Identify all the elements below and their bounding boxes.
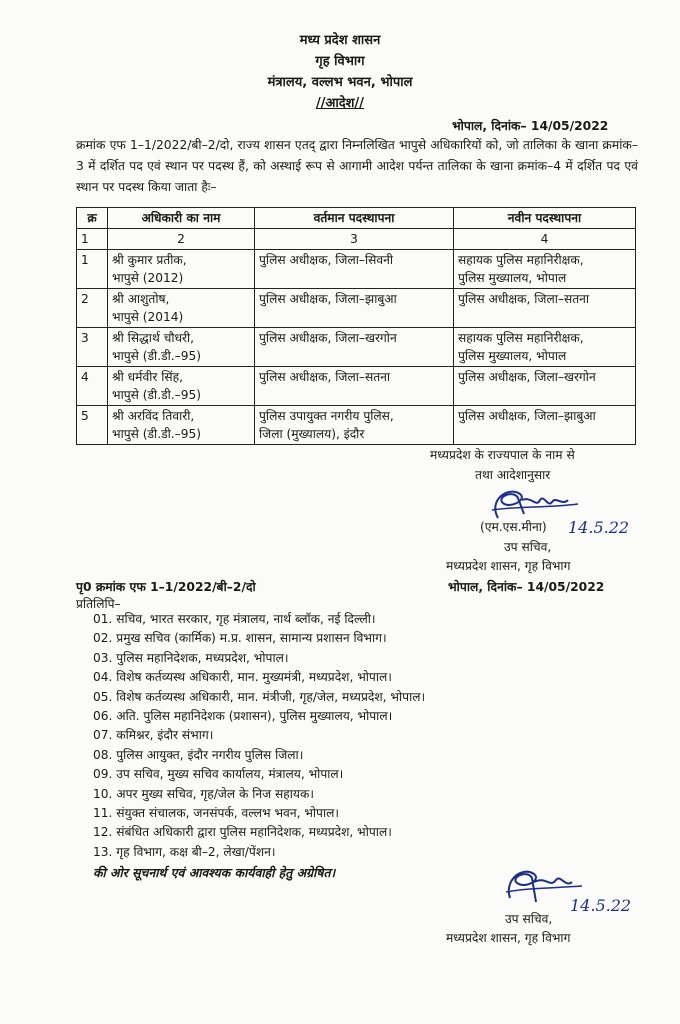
header-department: गृह विभाग bbox=[315, 54, 365, 69]
signatory-name: (एम.एस.मीना) bbox=[480, 520, 547, 534]
row-sn: 4 bbox=[77, 367, 108, 406]
endorsement-place-date: भोपाल, दिनांक– 14/05/2022 bbox=[448, 580, 605, 594]
row-new-posting bbox=[454, 406, 636, 445]
name-line: श्री अरविंद तिवारी, bbox=[112, 409, 195, 423]
list-item: 11. संयुक्त संचालक, जनसंपर्क, वल्लभ भवन, भोपाल। bbox=[93, 805, 340, 820]
row-sn: 3 bbox=[77, 328, 108, 367]
signatory-2-designation-2: मध्यप्रदेश शासन, गृह विभाग bbox=[446, 931, 571, 945]
current-line: पुलिस अधीक्षक, जिला–खरगोन bbox=[259, 331, 397, 345]
current-line: जिला (मुख्यालय), इंदौर bbox=[259, 427, 365, 441]
header-current-posting: वर्तमान पदस्थापना bbox=[255, 208, 454, 229]
service-line: भापुसे (डी.डी.–95) bbox=[112, 427, 201, 441]
col-number: 3 bbox=[255, 229, 454, 250]
list-item: 12. संबंधित अधिकारी द्वारा पुलिस महानिदेशक, मध्यप्रदेश, भोपाल। bbox=[93, 825, 392, 840]
current-line: पुलिस अधीक्षक, जिला–झाबुआ bbox=[259, 292, 397, 306]
row-current-posting bbox=[255, 328, 454, 367]
signatory-2-designation-1: उप सचिव, bbox=[505, 912, 553, 926]
endorsement-ref: पृ0 क्रमांक एफ 1–1/2022/बी–2/दो bbox=[76, 580, 256, 594]
list-item: 04. विशेष कर्तव्यस्थ अधिकारी, मान. मुख्यमंत्री, मध्यप्रदेश, भोपाल। bbox=[93, 670, 392, 685]
row-officer-name bbox=[108, 328, 255, 367]
transfer-table bbox=[76, 207, 636, 445]
current-line: पुलिस अधीक्षक, जिला–सिवनी bbox=[259, 253, 394, 267]
row-officer-name bbox=[108, 367, 255, 406]
order-body: क्रमांक एफ 1–1/2022/बी–2/दो, राज्य शासन एतद् द्वारा निम्नलिखित भापुसे अधिकारियों को, जो तालिका के खाना क्रमांक–3 में दर्शित पद एवं स्थान पर पदस्थ हैं, को अस्थाई रूप से आगामी आदेश पर्यन्त तालिका के खाना क्रमांक–4 में दर्शित पद एवं स्थान पर पदस्थ किया जाता हैः– bbox=[76, 138, 638, 194]
name-line: श्री कुमार प्रतीक, bbox=[112, 253, 187, 267]
new-line: पुलिस मुख्यालय, भोपाल bbox=[458, 349, 567, 363]
row-sn: 1 bbox=[77, 250, 108, 289]
row-officer-name bbox=[108, 406, 255, 445]
signatory-designation-2: मध्यप्रदेश शासन, गृह विभाग bbox=[446, 559, 571, 573]
name-line: श्री धर्मवीर सिंह, bbox=[112, 370, 183, 384]
table-row bbox=[77, 367, 636, 406]
name-line: श्री सिद्धार्थ चौधरी, bbox=[112, 331, 195, 345]
table-row bbox=[77, 289, 636, 328]
new-line: सहायक पुलिस महानिरीक्षक, bbox=[458, 253, 584, 267]
new-line: सहायक पुलिस महानिरीक्षक, bbox=[458, 331, 584, 345]
name-line: श्री आशुतोष, bbox=[112, 292, 170, 306]
list-item: 02. प्रमुख सचिव (कार्मिक) म.प्र. शासन, सामान्य प्रशासन विभाग। bbox=[93, 631, 387, 646]
list-item: 05. विशेष कर्तव्यस्थ अधिकारी, मान. मंत्रीजी, गृह/जेल, मध्यप्रदेश, भोपाल। bbox=[93, 689, 426, 704]
new-line: पुलिस मुख्यालय, भोपाल bbox=[458, 271, 567, 285]
service-line: भापुसे (डी.डी.–95) bbox=[112, 388, 201, 402]
list-item: 09. उप सचिव, मुख्य सचिव कार्यालय, मंत्रालय, भोपाल। bbox=[93, 767, 344, 782]
list-item: 06. अति. पुलिस महानिदेशक (प्रशासन), पुलिस मुख्यालय, भोपाल। bbox=[93, 708, 393, 723]
list-item: 07. कमिश्नर, इंदौर संभाग। bbox=[93, 728, 214, 743]
new-line: पुलिस अधीक्षक, जिला–झाबुआ bbox=[458, 409, 596, 423]
row-officer-name bbox=[108, 289, 255, 328]
signatory-designation-1: उप सचिव, bbox=[504, 540, 552, 554]
service-line: भापुसे (2014) bbox=[112, 310, 184, 324]
copy-to-list bbox=[93, 610, 425, 862]
list-item: 13. गृह विभाग, कक्ष बी–2, लेखा/पेंशन। bbox=[93, 844, 276, 859]
signature-2-date: 14.5.22 bbox=[570, 896, 632, 915]
row-officer-name bbox=[108, 250, 255, 289]
row-current-posting bbox=[255, 406, 454, 445]
header-address: मंत्रालय, वल्लभ भवन, भोपाल bbox=[267, 75, 413, 90]
table-row bbox=[77, 250, 636, 289]
signature-1-date: 14.5.22 bbox=[568, 518, 630, 537]
table-header-row bbox=[77, 208, 636, 229]
header-new-posting: नवीन पदस्थापना bbox=[454, 208, 636, 229]
list-item: 03. पुलिस महानिदेशक, मध्यप्रदेश, भोपाल। bbox=[93, 650, 289, 665]
col-number: 2 bbox=[108, 229, 255, 250]
header-government: मध्य प्रदेश शासन bbox=[299, 33, 381, 48]
service-line: भापुसे (डी.डी.–95) bbox=[112, 349, 201, 363]
new-line: पुलिस अधीक्षक, जिला–सतना bbox=[458, 292, 590, 306]
new-line: पुलिस अधीक्षक, जिला–खरगोन bbox=[458, 370, 596, 384]
endorsement-closing: की ओर सूचनार्थ एवं आवश्यक कार्यवाही हेतु अग्रेषित। bbox=[93, 865, 336, 880]
authority-line-1: मध्यप्रदेश के राज्यपाल के नाम से bbox=[430, 448, 575, 462]
row-current-posting bbox=[255, 367, 454, 406]
header-officer-name: अधिकारी का नाम bbox=[108, 208, 255, 229]
header-order-title: //आदेश// bbox=[315, 96, 365, 111]
list-item: 10. अपर मुख्य सचिव, गृह/जेल के निज सहायक। bbox=[93, 786, 314, 801]
authority-line-2: तथा आदेशानुसार bbox=[475, 468, 551, 482]
row-sn: 2 bbox=[77, 289, 108, 328]
list-item: 01. सचिव, भारत सरकार, गृह मंत्रालय, नार्थ ब्लॉक, नई दिल्ली। bbox=[93, 612, 376, 626]
copy-to-label: प्रतिलिपि– bbox=[76, 597, 121, 611]
current-line: पुलिस अधीक्षक, जिला–सतना bbox=[259, 370, 391, 384]
row-new-posting bbox=[454, 250, 636, 289]
row-current-posting bbox=[255, 250, 454, 289]
row-new-posting bbox=[454, 367, 636, 406]
service-line: भापुसे (2012) bbox=[112, 271, 184, 285]
table-row bbox=[77, 328, 636, 367]
order-place-date: भोपाल, दिनांक– 14/05/2022 bbox=[452, 119, 609, 133]
row-new-posting bbox=[454, 289, 636, 328]
list-item: 08. पुलिस आयुक्त, इंदौर नगरीय पुलिस जिला। bbox=[93, 747, 304, 762]
table-row bbox=[77, 406, 636, 445]
row-sn: 5 bbox=[77, 406, 108, 445]
row-new-posting bbox=[454, 328, 636, 367]
table-column-number-row bbox=[77, 229, 636, 250]
current-line: पुलिस उपायुक्त नगरीय पुलिस, bbox=[259, 409, 394, 423]
header-sn: क्र bbox=[77, 208, 108, 229]
row-current-posting bbox=[255, 289, 454, 328]
col-number: 4 bbox=[454, 229, 636, 250]
col-number: 1 bbox=[77, 229, 108, 250]
